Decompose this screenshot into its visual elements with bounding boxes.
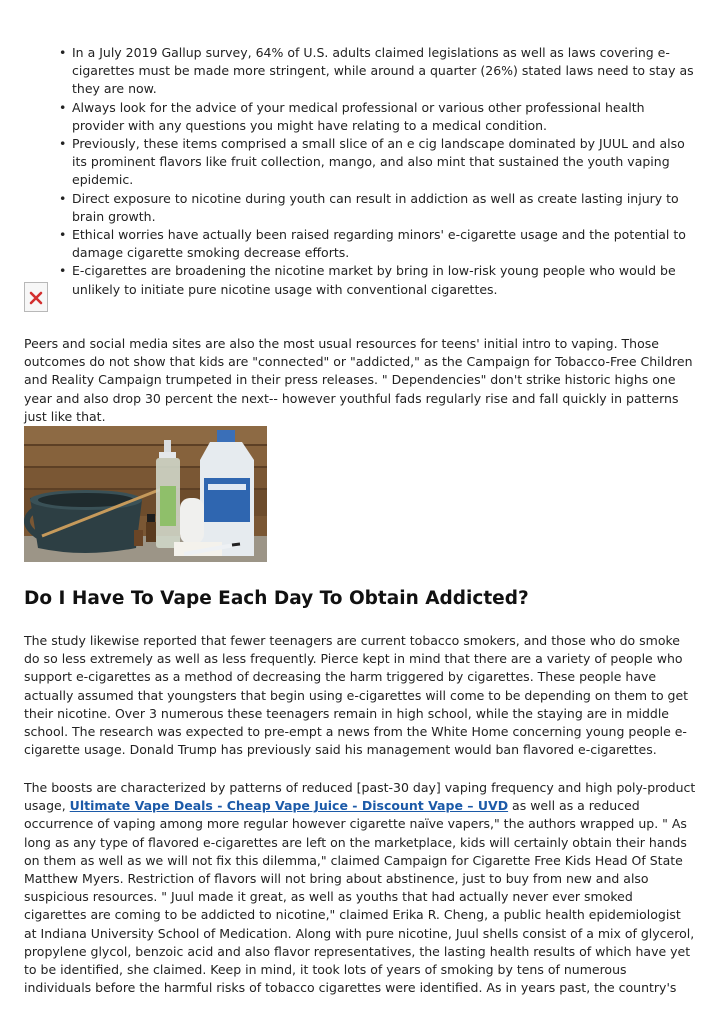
paragraph-text-before-link: The boosts are characterized by patterns of reduced [past-30 day] vaping frequency and high poly-product usage, [24, 780, 696, 814]
paragraph-boosts [24, 779, 696, 997]
bullet-list [24, 44, 696, 299]
paragraph-intro: Peers and social media sites are also the most usual resources for teens' initial intro to vaping. Those outcomes do not show that kids are "connected" or "addicted," as the Campaign for Tobacco-Free Children and Reality Campaign trumpeted in their press releases. " Dependencies" don't strike historic highs one year and also drop 30 percent the next-- however youthful fads regularly rise and fall quickly in patterns just like that. [24, 336, 693, 424]
list-item: • Ethical worries have actually been raised regarding minors' e-cigarette usage and the potential to damage cigarette smoking decrease efforts. [72, 226, 696, 262]
list-item: • E-cigarettes are broadening the nicotine market by bring in low-risk young people who would be unlikely to initiate pure nicotine usage with conventional cigarettes. [72, 262, 696, 298]
broken-image-icon [24, 282, 48, 312]
list-item: • In a July 2019 Gallup survey, 64% of U.S. adults claimed legislations as well as laws covering e-cigarettes must be made more stringent, while around a quarter (26%) stated laws need to stay as they are now. [72, 44, 696, 99]
list-item: • Previously, these items comprised a small slice of an e cig landscape dominated by JUUL and also its prominent flavors like fruit collection, mango, and also mint that sustained the youth vaping epidemic. [72, 135, 696, 190]
list-item: • Direct exposure to nicotine during youth can result in addiction as well as create lasting injury to brain growth. [72, 190, 696, 226]
paragraph-study: The study likewise reported that fewer teenagers are current tobacco smokers, and those who do smoke do so less extremely as well as less frequently. Pierce kept in mind that there are a variety of people who support e-cigarettes as a method of decreasing the harm triggered by cigarettes. These people have actually assumed that youngsters that begin using e-cigarettes will come to be depending on them to get their nicotine. Over 3 numerous these teenagers remain in high school, while the staying are in middle school. The research was expected to pre-empt a news from the White Home concerning young people e-cigarette usage. Donald Trump has previously said his management would ban flavored e-cigarettes. [24, 633, 689, 758]
article [24, 44, 696, 996]
vaping-supplies-photo [24, 426, 267, 562]
list-item: • Always look for the advice of your medical professional or various other professional health provider with any questions you might have relating to a medical condition. [72, 99, 696, 135]
paragraph-text-after-link: as well as a reduced occurrence of vaping among more regular however cigarette naïve vapers," the authors wrapped up. " As long as any type of flavored e-cigarettes are left on the marketplace, kids will certainly obtain their hands on them as well as we will not fix this dilemma," claimed Campaign for Cigarette Free Kids Head Of State Matthew Myers. Restriction of flavors will not bring about abstinence, just to buy from new and also suspicious resources. " Juul made it great, as well as youths that had actually never ever smoked cigarettes are coming to be addicted to nicotine," claimed Erika R. Cheng, a public health epidemiologist at Indiana University School of Medication. Along with pure nicotine, Juul shells consist of a mix of glycerol, propylene glycol, benzoic acid and also flavor representatives, the lasting health results of which have yet to be identified, she claimed. Keep in mind, it took lots of years of smoking by tens of numerous individuals before the harmful risks of tobacco cigarettes were identified. As in years past, the country's [24, 798, 695, 996]
close-x-icon [29, 291, 43, 305]
section-heading: Do I Have To Vape Each Day To Obtain Addicted? [24, 588, 529, 609]
uvd-deals-link[interactable]: Ultimate Vape Deals - Cheap Vape Juice - Discount Vape – UVD [69, 798, 509, 814]
